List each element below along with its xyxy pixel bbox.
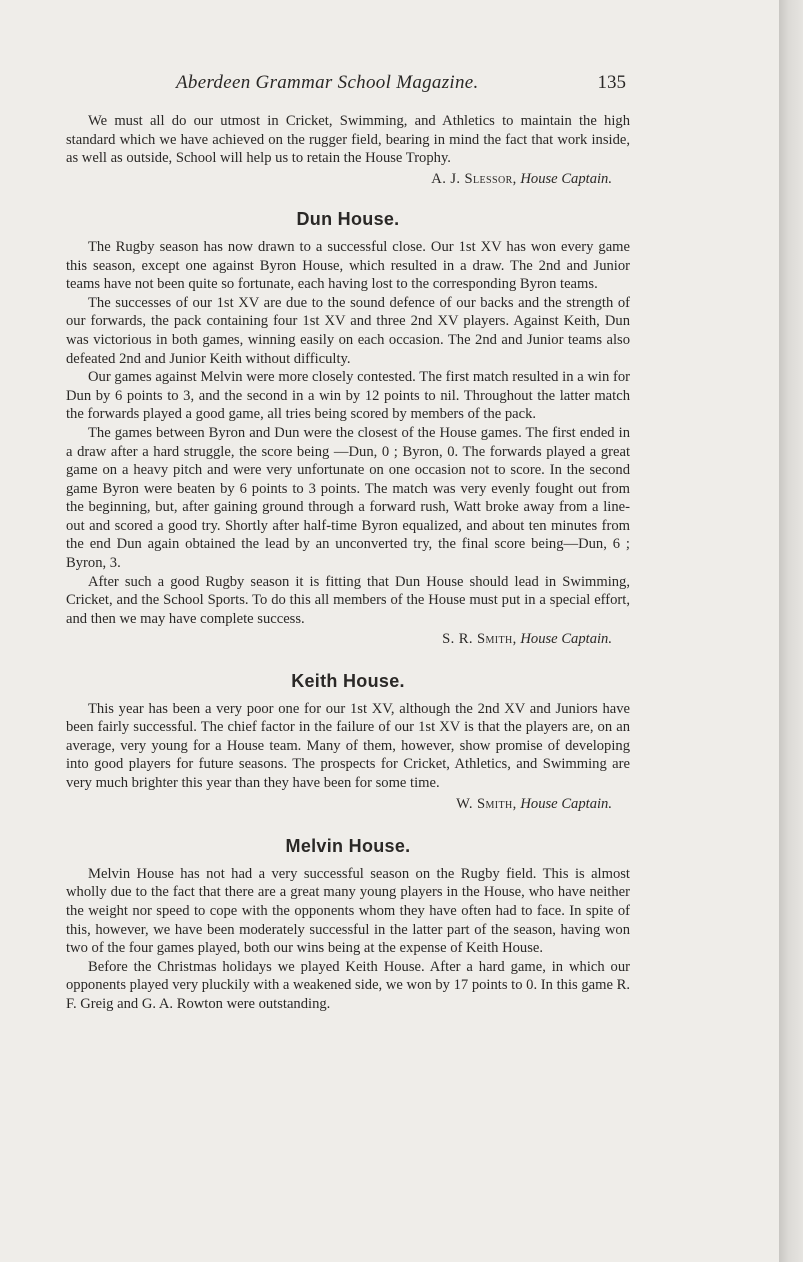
intro-paragraph: We must all do our utmost in Cricket, Swimming, and Athletics to maintain the high standard which we have achieved on the rugger field, bearing in mind the fact that work inside, as well as outside, School will help us to retain the House Trophy. <box>66 113 630 167</box>
dun-paragraph: The Rugby season has now drawn to a successful close. Our 1st XV has won every game this season, except one against Byron House, which resulted in a draw. The 2nd and Junior teams have not been quite so fortunate, each having lost to the corresponding Byron teams. <box>66 238 630 293</box>
melvin-paragraph: Melvin House has not had a very successful season on the Rugby field. This is almost wholly due to the fact that there are a great many young players in the House, who have neither the weight nor speed to cope with the opponents whom they have often had to face. In spite of this, however, we have been moderately successful in the latter part of the season, having won two of the four games played, both our wins being at the expense of Keith House. <box>66 865 630 957</box>
keith-house-heading: Keith House. <box>291 671 405 692</box>
dun-paragraph: After such a good Rugby season it is fitting that Dun House should lead in Swimming, Cricket, and the School Sports. To do this all members of the House must put in a special effort, and then we may have complete success. <box>66 573 630 627</box>
intro-signature <box>66 170 612 189</box>
running-header <box>66 72 626 102</box>
dun-paragraph: The successes of our 1st XV are due to the sound defence of our backs and the strength of our forwards, the pack containing four 1st XV and three 2nd XV players. Against Keith, Dun was victorious in both games, winning easily on each occasion. The 2nd and Junior teams also defeated 2nd and Junior Keith without difficulty. <box>66 294 630 367</box>
page-content <box>66 112 630 1014</box>
melvin-house-heading: Melvin House. <box>285 836 411 857</box>
page-gutter-shadow <box>779 0 803 1262</box>
section-intro <box>66 112 630 188</box>
keith-paragraph: This year has been a very poor one for our 1st XV, although the 2nd XV and Juniors have been fairly successful. The chief factor in the failure of our 1st XV is that the players are, on an average, very young for a House team. Many of them, however, show promise of developing into good players for future seasons. The prospects for Cricket, Athletics, and Swimming are very much brighter this year than they have been for some time. <box>66 700 630 791</box>
section-melvin-house <box>66 837 630 1013</box>
dun-paragraph: The games between Byron and Dun were the closest of the House games. The first ended in a draw after a hard struggle, the score being —Dun, 0 ; Byron, 0. The forwards played a great game on a heavy pitch and were very unfortunate on one occasion not to score. In the second game Byron were beaten by 6 points to 3 points. The match was very evenly fought out from the beginning, but, after gaining ground through a forward rush, Watt broke away from a line-out and scored a good try. Shortly after half-time Byron equalized, and about ten minutes from the end Dun again obtained the lead by an unconverted try, the final score being—Dun, 6 ; Byron, 3. <box>66 424 630 572</box>
signature-name: S. R. Smith, <box>442 631 517 648</box>
signature-role: House Captain. <box>520 795 612 812</box>
signature-role: House Captain. <box>520 170 612 187</box>
section-dun-house <box>66 210 630 649</box>
page-number: 135 <box>597 72 626 93</box>
melvin-paragraph: Before the Christmas holidays we played Keith House. After a hard game, in which our opponents played very pluckily with a weakened side, we won by 17 points to 0. In this game R. F. Greig and G. A. Rowton were outstanding. <box>66 958 630 1012</box>
magazine-title: Aberdeen Grammar School Magazine. <box>176 72 479 93</box>
section-keith-house <box>66 672 630 813</box>
signature-name: A. J. Slessor, <box>431 170 517 187</box>
signature-role: House Captain. <box>520 631 612 648</box>
dun-paragraph: Our games against Melvin were more closely contested. The first match resulted in a win for Dun by 6 points to 3, and the second in a win by 12 points to nil. Throughout the latter match the forwards played a good game, all tries being scored by members of the pack. <box>66 369 630 423</box>
dun-house-heading: Dun House. <box>296 209 400 230</box>
dun-signature <box>66 630 612 649</box>
signature-name: W. Smith, <box>456 795 517 812</box>
keith-signature <box>66 795 612 814</box>
